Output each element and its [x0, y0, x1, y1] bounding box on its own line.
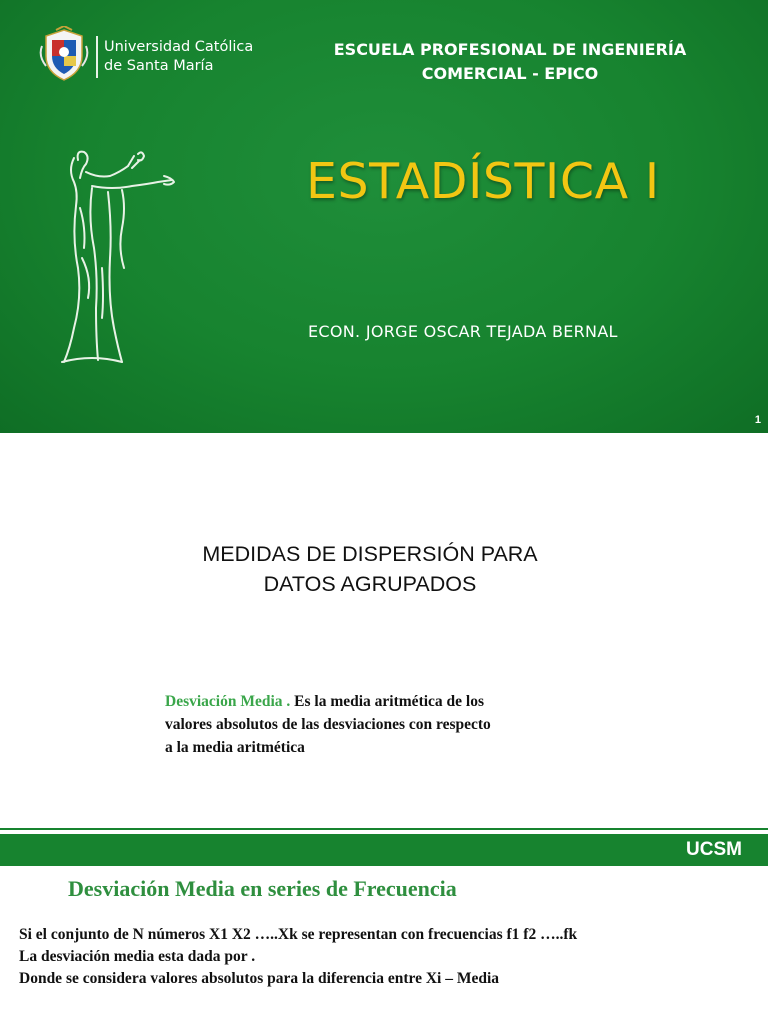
university-name-line1: Universidad Católica	[104, 39, 254, 55]
logo-divider	[96, 36, 98, 78]
school-name-line1: ESCUELA PROFESIONAL DE INGENIERÍA	[333, 40, 687, 59]
footer-divider	[0, 828, 768, 830]
definition-term: Desviación Media .	[165, 693, 291, 710]
section-title: Desviación Media en series de Frecuencia	[68, 876, 457, 901]
definition-line3: a la media aritmética	[165, 739, 305, 756]
title-slide	[0, 0, 768, 433]
author-name: ECON. JORGE OSCAR TEJADA BERNAL	[308, 322, 618, 341]
body-line2: La desviación media esta dada por .	[19, 948, 256, 965]
university-crest-icon	[38, 26, 90, 84]
body-line1: Si el conjunto de N números X1 X2 …..Xk se representan con frecuencias f1 f2 …..fk	[19, 926, 578, 943]
definition-line2: valores absolutos de las desviaciones con respecto	[165, 716, 491, 733]
slide-heading-line1: MEDIDAS DE DISPERSIÓN PARA	[202, 542, 538, 566]
course-title: ESTADÍSTICA I	[306, 153, 660, 210]
slide-number: 1	[754, 414, 761, 426]
content-slide-dispersion	[0, 433, 768, 838]
definition-paragraph	[165, 690, 585, 759]
body-line3: Donde se considera valores absolutos para la diferencia entre Xi – Media	[19, 970, 500, 987]
section-body	[19, 924, 759, 990]
university-name	[104, 38, 253, 76]
slide-heading	[120, 539, 620, 599]
virgin-statue-icon	[52, 148, 182, 370]
school-name-line2: COMERCIAL - EPICO	[421, 64, 599, 83]
definition-line1: Es la media aritmética de los	[290, 693, 485, 710]
footer-brand: UCSM	[686, 839, 742, 860]
slide-heading-line2: DATOS AGRUPADOS	[263, 572, 477, 596]
university-name-line2: de Santa María	[104, 58, 214, 74]
footer-bar	[0, 834, 768, 866]
school-name	[300, 38, 720, 86]
